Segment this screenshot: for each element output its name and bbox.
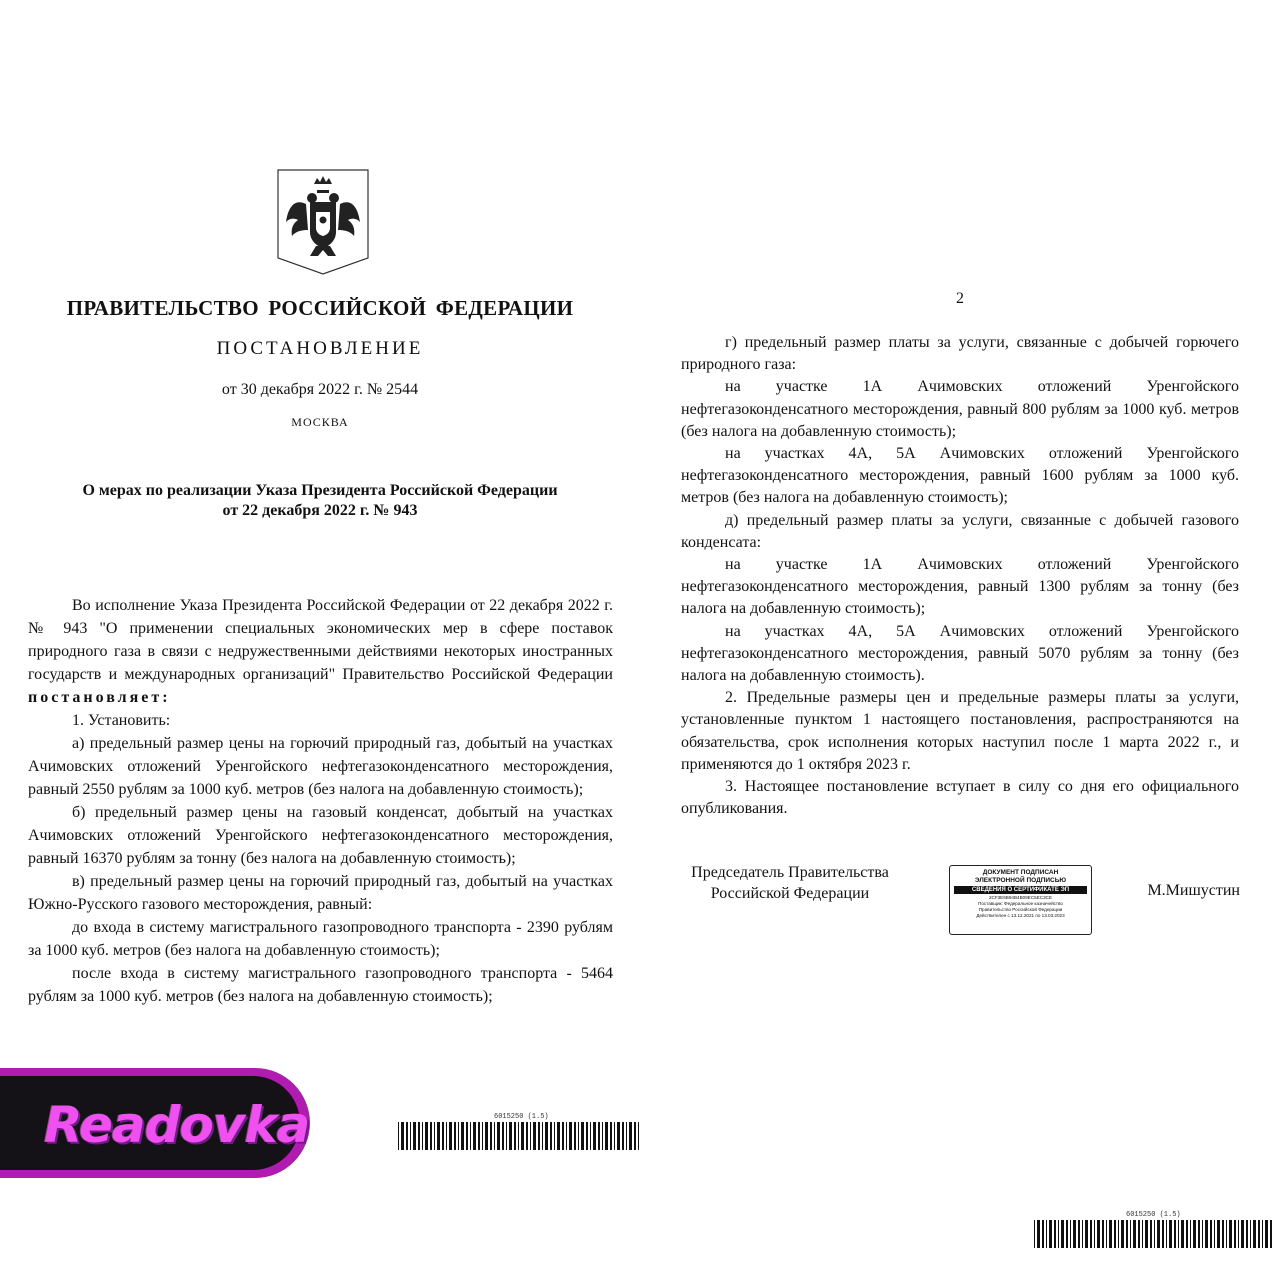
readovka-logo-text: Readovka [44,1096,310,1154]
postanovlyaet-word: постановляет: [28,689,171,706]
stamp-title-2: ЭЛЕКТРОННОЙ ПОДПИСЬЮ [974,876,1067,884]
clause-1g-4a5a: на участках 4А, 5А Ачимовских отложений Уренгойского нефтегазоконденсатного месторождения, равный 1600 рублям за 1000 куб. метров (без налога на добавленную стоимость); [681,445,1239,507]
stamp-certificate-bar: СВЕДЕНИЯ О СЕРТИФИКАТЕ ЭП [954,886,1087,894]
barcode-label-page-2: 6015250 (1.5) [1126,1211,1181,1219]
document-date-number: от 30 декабря 2022 г. № 2544 [221,381,419,398]
stamp-issuer-2: Правительство Российской Федерации [978,907,1063,912]
stamp-issuer-1: Поставщик: Федеральное казначейство [978,901,1063,906]
clause-1g: г) предельный размер платы за услуги, связанные с добычей горючего природного газа: [681,334,1239,374]
stamp-serial: 2CF3E6B94B4B09EC5EC3CE [988,895,1053,900]
signatory-name: М.Мишустин [1147,882,1240,899]
document-page-2 [640,0,1280,1280]
page-number: 2 [956,290,964,307]
signatory-post [680,862,900,904]
electronic-signature-stamp [949,865,1092,935]
signatory-post-line-2: Российской Федерации [710,885,870,902]
signatory-post-line-1: Председатель Правительства [691,864,889,881]
clause-1d-4a5a: на участках 4А, 5А Ачимовских отложений Уренгойского нефтегазоконденсатного месторождения, равный 5070 рублям за тонну (без налога на добавленную стоимость). [681,622,1239,685]
document-city: МОСКВА [291,415,349,429]
clause-1v: в) предельный размер цены на горючий природный газ, добытый на участках Южно-Русского газового месторождения, равный: [28,873,613,913]
document-heading [30,481,610,521]
document-type: ПОСТАНОВЛЕНИЕ [216,338,424,359]
clause-1: 1. Установить: [72,712,171,729]
clause-3: 3. Настоящее постановление вступает в силу со дня его официального опубликования. [681,778,1239,818]
clause-1b: б) предельный размер цены на газовый конденсат, добытый на участках Ачимовских отложений Уренгойского нефтегазоконденсатного месторождения, равный 16370 рублям за тонну (без налога на добавленную стоимость); [28,804,613,867]
clause-1v-after: после входа в систему магистрального газопроводного транспорта - 5464 рублям за 1000 куб. метров (без налога на добавленную стоимость); [28,965,613,1005]
barcode-page-2 [1034,1220,1274,1248]
government-title: ПРАВИТЕЛЬСТВО РОССИЙСКОЙ ФЕДЕРАЦИИ [66,296,574,320]
russian-coat-of-arms-emblem [276,168,370,276]
stamp-title-1: ДОКУМЕНТ ПОДПИСАН [982,869,1059,876]
barcode-label-page-1: 6015250 (1.5) [494,1113,549,1121]
clause-2: 2. Предельные размеры цен и предельные размеры платы за услуги, установленные пунктом 1 настоящего постановления, распространяются на обязательства, срок исполнения которых наступил после 1 марта 2022 г., и применяются до 1 октября 2023 г. [681,689,1239,773]
clause-1d-1a: на участке 1А Ачимовских отложений Уренгойского нефтегазоконденсатного месторождения, равный 1300 рублям за тонну (без налога на добавленную стоимость); [681,556,1239,618]
clause-1v-before: до входа в систему магистрального газопроводного транспорта - 2390 рублям за 1000 куб. метров (без налога на добавленную стоимость); [28,919,613,959]
page-1-body [28,594,613,1008]
clause-1g-1a: на участке 1А Ачимовских отложений Уренгойского нефтегазоконденсатного месторождения, равный 800 рублям за 1000 куб. метров (без налога на добавленную стоимость); [681,378,1239,440]
intro-paragraph [28,594,613,709]
barcode-page-1 [398,1122,640,1150]
page-2-body [681,332,1239,820]
clause-1d: д) предельный размер платы за услуги, связанные с добычей газового конденсата: [681,511,1239,551]
heading-line-2: от 22 декабря 2022 г. № 943 [222,502,418,519]
clause-1a: а) предельный размер цены на горючий природный газ, добытый на участках Ачимовских отложений Уренгойского нефтегазоконденсатного месторождения, равный 2550 рублям за 1000 куб. метров (без налога на добавленную стоимость); [28,735,613,798]
intro-text: Во исполнение Указа Президента Российской Федерации от 22 декабря 2022 г. № 943 "О применении специальных экономических мер в сфере поставок природного газа в связи с недружественными действиями некоторых иностранных государств и международных организаций" Правительство Российской Федерации [28,597,613,683]
heading-line-1: О мерах по реализации Указа Президента Российской Федерации [82,482,558,499]
stamp-validity: Действителен с 13.12.2021 по 13.03.2023 [976,913,1065,918]
